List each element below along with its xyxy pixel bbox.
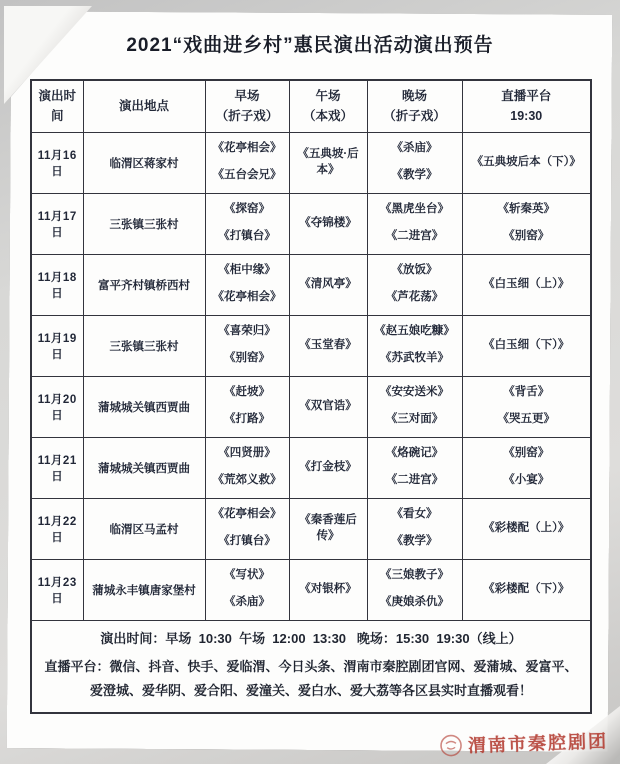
play-title: 《苏武牧羊》 bbox=[380, 352, 449, 364]
play-title: 《小宴》 bbox=[503, 474, 550, 486]
location-text: 三张镇三张村 bbox=[109, 218, 179, 231]
header-cell-time: 演出时间 bbox=[31, 80, 83, 132]
play-title: 《打镇台》 bbox=[218, 535, 276, 547]
date-text: 11月23日 bbox=[37, 576, 77, 605]
play-title: 《教学》 bbox=[391, 535, 438, 547]
play-title: 《彩楼配（下）》 bbox=[483, 582, 570, 595]
table-row bbox=[31, 132, 591, 193]
play-title: 《花亭相会》 bbox=[212, 291, 282, 303]
date-text: 11月21日 bbox=[37, 454, 77, 483]
play-title: 《教学》 bbox=[391, 169, 438, 181]
play-title: 《杀庙》 bbox=[224, 596, 270, 608]
play-title: 《二进宫》 bbox=[385, 474, 444, 486]
table-row bbox=[31, 254, 591, 315]
schedule-table-body bbox=[31, 132, 591, 620]
play-title: 《背舌》 bbox=[503, 386, 550, 399]
noon-cell bbox=[289, 315, 367, 376]
date-cell bbox=[31, 254, 83, 315]
play-title: 《写状》 bbox=[224, 569, 270, 582]
live-cell bbox=[462, 559, 591, 620]
morning-cell bbox=[205, 193, 289, 254]
location-cell bbox=[83, 315, 205, 376]
play-title: 《放饭》 bbox=[391, 264, 438, 277]
play-title: 《双官诰》 bbox=[299, 399, 357, 412]
play-title: 《五台会兄》 bbox=[212, 169, 282, 181]
noon-cell bbox=[289, 376, 367, 437]
location-text: 临渭区蒋家村 bbox=[109, 157, 179, 170]
play-title: 《三娘教子》 bbox=[380, 569, 449, 582]
play-title: 《清风亭》 bbox=[299, 277, 357, 290]
live-cell bbox=[462, 254, 591, 315]
live-cell bbox=[462, 376, 591, 437]
location-cell bbox=[83, 132, 205, 193]
play-title: 《看女》 bbox=[391, 508, 438, 521]
play-title: 《玉堂春》 bbox=[299, 338, 357, 351]
header-cell-location: 演出地点 bbox=[83, 80, 205, 132]
morning-cell bbox=[205, 376, 289, 437]
play-title: 《芦花荡》 bbox=[385, 291, 444, 303]
play-title: 《赶坡》 bbox=[224, 386, 270, 399]
play-title: 《夺锦楼》 bbox=[299, 216, 357, 229]
play-title: 《杀庙》 bbox=[391, 142, 438, 155]
date-cell bbox=[31, 498, 83, 559]
noon-cell bbox=[289, 437, 367, 498]
troupe-stamp-icon bbox=[439, 733, 464, 758]
date-text: 11月18日 bbox=[37, 271, 77, 300]
page-title: 2021“戏曲进乡村”惠民演出活动演出预告 bbox=[126, 35, 494, 56]
play-title: 《白玉细（下）》 bbox=[483, 338, 570, 351]
date-text: 11月20日 bbox=[37, 393, 77, 422]
date-text: 11月16日 bbox=[37, 149, 77, 178]
table-header bbox=[31, 80, 591, 132]
date-cell bbox=[31, 376, 83, 437]
play-title: 《安安送米》 bbox=[380, 386, 449, 399]
footer-showtimes: 演出时间：早场 10:30 午场 12:00 13:30 晚场：15:30 19:30（线上） bbox=[100, 630, 522, 646]
header-cell-evening: 晚场 （折子戏） bbox=[367, 80, 462, 132]
play-title: 《打镇台》 bbox=[218, 230, 276, 242]
noon-cell bbox=[289, 193, 367, 254]
play-title: 《斩秦英》 bbox=[497, 203, 555, 216]
play-title: 《荒郊义救》 bbox=[212, 474, 282, 486]
location-text: 三张镇三张村 bbox=[109, 340, 179, 353]
play-title: 《别窑》 bbox=[503, 230, 550, 242]
date-text: 11月19日 bbox=[37, 332, 77, 361]
play-title: 《庚娘杀仇》 bbox=[380, 596, 449, 608]
evening-cell bbox=[367, 437, 462, 498]
date-text: 11月17日 bbox=[37, 210, 77, 239]
play-title: 《三对面》 bbox=[385, 413, 444, 425]
location-text: 蒲城城关镇西贾曲 bbox=[98, 462, 190, 475]
evening-cell bbox=[367, 132, 462, 193]
play-title: 《黑虎坐台》 bbox=[380, 203, 449, 216]
morning-cell bbox=[205, 498, 289, 559]
play-title: 《打金枝》 bbox=[299, 460, 357, 473]
table-row bbox=[31, 193, 591, 254]
play-title: 《花亭相会》 bbox=[212, 508, 282, 521]
header-cell-morning: 早场 （折子戏） bbox=[205, 80, 289, 132]
play-title: 《探窑》 bbox=[224, 203, 270, 216]
schedule-table bbox=[30, 79, 592, 714]
play-title: 《哭五更》 bbox=[497, 413, 555, 425]
footer-platforms: 直播平台：微信、抖音、快手、爱临渭、今日头条、渭南市秦腔剧团官网、爱蒲城、爱富平、爱澄城、爱华阴、爱合阳、爱潼关、爱白水、爱大荔等各区县实时直播观看！ bbox=[44, 658, 578, 698]
noon-cell bbox=[289, 559, 367, 620]
date-text: 11月22日 bbox=[37, 515, 77, 544]
header-cell-noon: 午场 （本戏） bbox=[289, 80, 367, 132]
table-row bbox=[31, 498, 591, 559]
play-title: 《烙碗记》 bbox=[385, 447, 444, 460]
evening-cell bbox=[367, 193, 462, 254]
play-title: 《五典坡后本（下）》 bbox=[471, 155, 581, 168]
play-title: 《柜中缘》 bbox=[218, 264, 276, 277]
table-row bbox=[31, 376, 591, 437]
noon-cell bbox=[289, 254, 367, 315]
date-cell bbox=[31, 315, 83, 376]
date-cell bbox=[31, 437, 83, 498]
notice-content bbox=[30, 16, 590, 714]
table-row bbox=[31, 559, 591, 620]
morning-cell bbox=[205, 315, 289, 376]
play-title: 《打路》 bbox=[224, 413, 270, 425]
play-title: 《别窑》 bbox=[224, 352, 270, 364]
table-row bbox=[31, 437, 591, 498]
live-cell bbox=[462, 437, 591, 498]
play-title: 《二进宫》 bbox=[385, 230, 444, 242]
morning-cell bbox=[205, 559, 289, 620]
table-footer bbox=[31, 620, 591, 713]
live-cell bbox=[462, 315, 591, 376]
play-title: 《彩楼配（上）》 bbox=[483, 521, 570, 534]
location-text: 蒲城城关镇西贾曲 bbox=[98, 401, 190, 414]
evening-cell bbox=[367, 376, 462, 437]
evening-cell bbox=[367, 315, 462, 376]
play-title: 《赵五娘吃糠》 bbox=[374, 325, 455, 338]
play-title: 《秦香莲后传》 bbox=[299, 513, 357, 542]
live-cell bbox=[462, 132, 591, 193]
noon-cell bbox=[289, 132, 367, 193]
date-cell bbox=[31, 193, 83, 254]
location-cell bbox=[83, 254, 205, 315]
date-cell bbox=[31, 559, 83, 620]
location-text: 临渭区马孟村 bbox=[109, 523, 179, 536]
noon-cell bbox=[289, 498, 367, 559]
live-cell bbox=[462, 498, 591, 559]
location-cell bbox=[83, 376, 205, 437]
morning-cell bbox=[205, 254, 289, 315]
header-cell-live: 直播平台 19:30 bbox=[462, 80, 591, 132]
footer-cell bbox=[31, 620, 591, 713]
location-cell bbox=[83, 193, 205, 254]
evening-cell bbox=[367, 559, 462, 620]
location-text: 蒲城永丰镇唐家堡村 bbox=[92, 584, 196, 597]
location-cell bbox=[83, 437, 205, 498]
location-cell bbox=[83, 498, 205, 559]
play-title: 《花亭相会》 bbox=[212, 142, 282, 155]
live-cell bbox=[462, 193, 591, 254]
location-text: 富平齐村镇桥西村 bbox=[98, 279, 190, 292]
location-cell bbox=[83, 559, 205, 620]
play-title: 《别窑》 bbox=[503, 447, 550, 460]
play-title: 《对银杯》 bbox=[299, 582, 357, 595]
play-title: 《白玉细（上）》 bbox=[483, 277, 570, 290]
play-title: 《喜荣归》 bbox=[218, 325, 276, 338]
evening-cell bbox=[367, 254, 462, 315]
date-cell bbox=[31, 132, 83, 193]
play-title: 《四贤册》 bbox=[218, 447, 276, 460]
play-title: 《五典坡·后本》 bbox=[297, 147, 359, 176]
morning-cell bbox=[205, 437, 289, 498]
troupe-watermark-text: 渭南市秦腔剧团 bbox=[467, 731, 609, 756]
evening-cell bbox=[367, 498, 462, 559]
morning-cell bbox=[205, 132, 289, 193]
table-row bbox=[31, 315, 591, 376]
